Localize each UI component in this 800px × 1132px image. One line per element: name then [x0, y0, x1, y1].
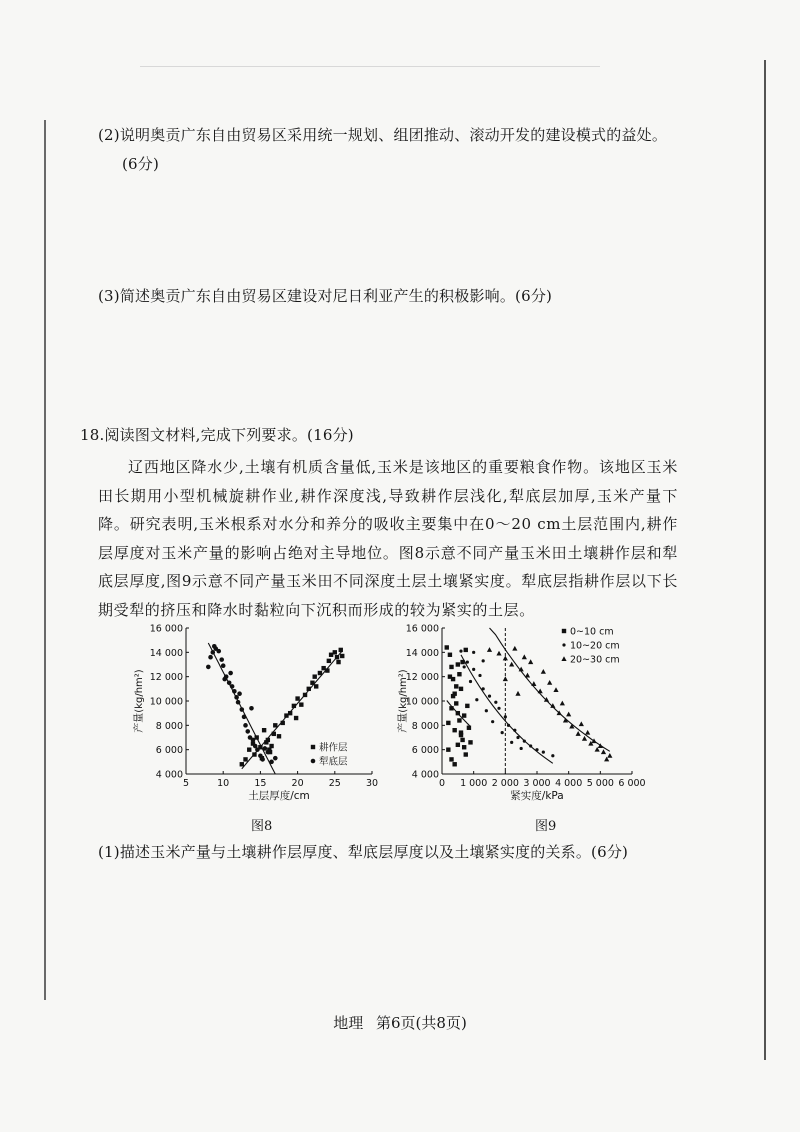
- x-tick-label: 20: [291, 778, 304, 789]
- data-point: [462, 713, 466, 717]
- q17-part2: (2)说明奥贡广东自由贸易区采用统一规划、组团推动、滚动开发的建设模式的益处。: [98, 126, 668, 144]
- y-tick-label: 10 000: [405, 696, 439, 708]
- data-point: [446, 721, 450, 725]
- series-0: [445, 645, 473, 766]
- data-point: [243, 723, 248, 728]
- footer-page: 第6页(共8页): [376, 1014, 467, 1032]
- page-top-edge: [140, 66, 600, 67]
- data-point: [262, 728, 266, 732]
- q18-part1: (1)描述玉米产量与土壤耕作层厚度、犁底层厚度以及土壤紧实度的关系。(6分): [98, 843, 629, 861]
- data-point: [503, 676, 508, 681]
- y-axis-label: 产量(kg/hm²): [398, 669, 409, 733]
- x-tick-label: 6 000: [618, 778, 646, 789]
- data-point: [266, 750, 271, 755]
- data-point: [327, 659, 331, 663]
- data-point: [221, 663, 226, 668]
- data-point: [468, 740, 472, 744]
- data-point: [464, 648, 468, 652]
- data-point: [454, 684, 458, 688]
- data-point: [260, 757, 265, 762]
- data-point: [457, 718, 461, 722]
- data-point: [462, 745, 466, 749]
- data-point: [582, 736, 587, 741]
- data-point: [249, 706, 254, 711]
- data-point: [475, 698, 478, 701]
- x-tick-label: 25: [328, 778, 341, 789]
- legend: [561, 627, 619, 666]
- q18-paragraph: 辽西地区降水少,土壤有机质含量低,玉米是该地区的重要粮食作物。该地区玉米田长期用小型机械旋耕作业,耕作深度浅,导致耕作层浅化,犁底层加厚,玉米产量下降。研究表明,玉米根系对水分和养分的吸收主要集中在0～20 cm土层范围内,耕作层厚度对玉米产量的影响占绝对主导地位。图8示意不同产量玉米田土壤耕作层和犁底层厚度,图9示意不同产量玉米田不同深度土层土壤紧实度。犁底层指耕作层以下长期受犁的挤压和降水时黏粒向下沉积而形成的较为紧实的土层。: [98, 458, 678, 619]
- figure-9-caption: 图9: [535, 819, 557, 834]
- data-point: [240, 762, 244, 766]
- x-tick-label: 4 000: [555, 778, 583, 789]
- footer-subject: 地理: [333, 1014, 364, 1032]
- data-point: [469, 680, 472, 683]
- data-point: [551, 754, 554, 757]
- data-point: [452, 762, 456, 766]
- x-tick-label: 3 000: [523, 778, 551, 789]
- data-point: [585, 730, 590, 735]
- series-1: [459, 650, 554, 758]
- data-point: [541, 669, 546, 674]
- y-tick-label: 8 000: [411, 720, 439, 732]
- x-tick-label: 1 000: [460, 778, 488, 789]
- legend-label: 耕作层: [319, 742, 348, 754]
- data-point: [547, 680, 552, 685]
- data-point: [601, 749, 606, 754]
- legend-marker: [562, 643, 565, 646]
- y-tick-label: 14 000: [405, 647, 439, 659]
- x-tick-label: 5 000: [586, 778, 614, 789]
- data-point: [464, 752, 468, 756]
- data-point: [566, 712, 571, 717]
- data-point: [494, 701, 497, 704]
- data-point: [245, 729, 250, 734]
- y-tick-label: 4 000: [411, 769, 439, 781]
- data-point: [497, 707, 500, 710]
- data-point: [247, 747, 251, 751]
- figure-9: [394, 618, 654, 814]
- data-point: [277, 734, 281, 738]
- data-point: [503, 656, 508, 661]
- data-point: [460, 738, 464, 742]
- q18-material: [98, 453, 678, 624]
- y-tick-label: 12 000: [149, 672, 183, 684]
- data-point: [452, 728, 456, 732]
- data-point: [472, 668, 475, 671]
- data-point: [579, 721, 584, 726]
- data-point: [456, 662, 460, 666]
- data-point: [501, 731, 504, 734]
- x-tick-label: 10: [217, 778, 230, 789]
- data-point: [446, 747, 450, 751]
- trend-line: [461, 655, 553, 763]
- data-point: [208, 655, 213, 660]
- data-point: [449, 757, 453, 761]
- data-point: [491, 720, 494, 723]
- x-tick-label: 15: [254, 778, 267, 789]
- legend: [311, 742, 348, 768]
- data-point: [273, 756, 278, 761]
- y-tick-label: 8 000: [155, 720, 183, 732]
- data-point: [212, 644, 217, 649]
- y-axis-label: 产量(kg/hm²): [134, 669, 145, 733]
- legend-marker: [562, 629, 566, 633]
- x-axis-label: 土层厚度/cm: [248, 790, 310, 802]
- data-point: [454, 701, 458, 705]
- figure-8-caption: 图8: [251, 819, 273, 834]
- data-point: [295, 696, 299, 700]
- legend-marker: [561, 656, 566, 661]
- right-binding-rule: [764, 60, 766, 1060]
- data-point: [487, 647, 492, 652]
- data-point: [504, 715, 507, 718]
- q17-part2-score: (6分): [122, 155, 160, 173]
- page-footer: [0, 1012, 800, 1033]
- data-point: [607, 753, 612, 758]
- data-point: [459, 650, 462, 653]
- data-point: [459, 687, 463, 691]
- legend-label: 犁底层: [319, 756, 348, 768]
- data-point: [522, 654, 527, 659]
- x-tick-label: 5: [182, 778, 190, 789]
- data-point: [333, 650, 337, 654]
- y-tick-label: 4 000: [155, 769, 183, 781]
- data-point: [485, 709, 488, 712]
- data-point: [314, 684, 318, 688]
- x-axis-label: 紧实度/kPa: [510, 790, 564, 802]
- data-point: [509, 662, 514, 667]
- data-point: [459, 733, 463, 737]
- y-tick-label: 16 000: [149, 623, 183, 635]
- data-point: [510, 741, 513, 744]
- y-tick-label: 10 000: [149, 696, 183, 708]
- data-point: [542, 751, 545, 754]
- x-tick-label: 30: [365, 778, 379, 789]
- data-point: [299, 702, 303, 706]
- data-point: [528, 659, 533, 664]
- data-point: [449, 665, 453, 669]
- q17-part3: (3)简述奥贡广东自由贸易区建设对尼日利亚产生的积极影响。(6分): [98, 287, 553, 305]
- data-point: [445, 645, 449, 649]
- data-point: [465, 704, 469, 708]
- data-point: [206, 665, 211, 670]
- data-point: [457, 672, 461, 676]
- series-1: [206, 644, 278, 764]
- x-tick-label: 0: [438, 778, 446, 789]
- data-point: [520, 747, 523, 750]
- data-point: [216, 649, 221, 654]
- data-point: [448, 653, 452, 657]
- data-point: [515, 691, 520, 696]
- data-point: [456, 743, 460, 747]
- data-point: [463, 665, 466, 668]
- y-tick-label: 6 000: [155, 745, 183, 757]
- data-point: [451, 694, 455, 698]
- y-tick-label: 16 000: [405, 623, 439, 635]
- legend-marker: [311, 745, 315, 749]
- data-point: [255, 747, 260, 752]
- data-point: [448, 674, 452, 678]
- y-tick-label: 14 000: [149, 647, 183, 659]
- left-binding-rule: [44, 120, 46, 1000]
- q18-heading: 18.阅读图文材料,完成下列要求。(16分): [80, 426, 354, 444]
- data-point: [340, 654, 344, 658]
- legend-label: 10~20 cm: [570, 640, 620, 652]
- data-point: [251, 738, 256, 743]
- data-point: [336, 660, 340, 664]
- data-point: [576, 731, 581, 736]
- y-tick-label: 12 000: [405, 672, 439, 684]
- data-point: [512, 646, 517, 651]
- legend-marker: [311, 759, 316, 764]
- data-point: [243, 757, 247, 761]
- data-point: [553, 687, 558, 692]
- legend-label: 20~30 cm: [570, 654, 620, 666]
- data-point: [219, 657, 224, 662]
- figure-9-plot: [394, 618, 654, 810]
- y-tick-label: 6 000: [411, 745, 439, 757]
- data-point: [560, 701, 565, 706]
- trend-line: [208, 643, 275, 774]
- figure-8: [130, 618, 390, 814]
- legend-label: 0~10 cm: [570, 626, 614, 638]
- data-point: [478, 674, 481, 677]
- data-point: [496, 651, 501, 656]
- data-point: [482, 659, 485, 662]
- data-point: [466, 660, 469, 663]
- data-point: [294, 716, 298, 720]
- x-tick-label: 2 000: [491, 778, 519, 789]
- data-point: [273, 723, 277, 727]
- data-point: [313, 674, 317, 678]
- data-point: [228, 671, 233, 676]
- data-point: [237, 691, 242, 696]
- figure-8-plot: [130, 618, 390, 810]
- data-point: [472, 651, 475, 654]
- data-point: [488, 695, 491, 698]
